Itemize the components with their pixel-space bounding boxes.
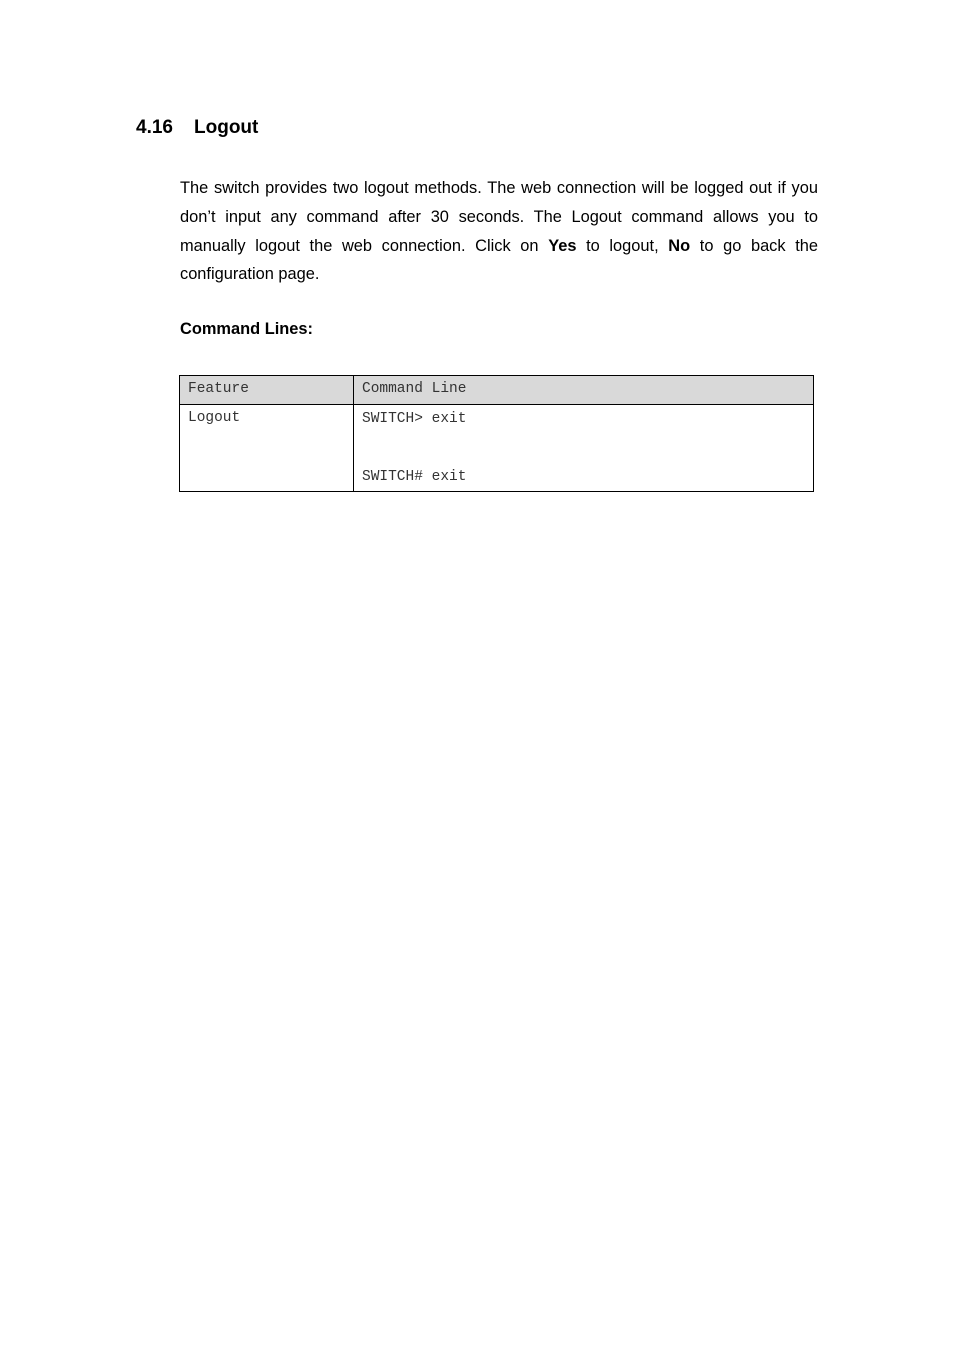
table-row — [180, 405, 814, 492]
command-table — [179, 375, 814, 492]
table-header-row — [180, 376, 814, 405]
section-heading — [136, 117, 258, 139]
yes-keyword: Yes — [548, 236, 577, 255]
header-command-line: Command Line — [354, 376, 814, 405]
command-spacer — [362, 429, 805, 468]
command-cell — [354, 405, 814, 492]
command-lines-heading: Command Lines: — [180, 320, 313, 338]
paragraph-text-3: to go back the configuration page. — [180, 236, 819, 284]
paragraph-text-1: The switch provides two logout methods. The web connection will be logged out if you don’t input any command after 30 seconds. The Logout command allows you to manually logout the web connection. Click on — [180, 179, 818, 255]
command-line-privileged: SWITCH# exit — [362, 469, 467, 485]
header-feature: Feature — [180, 376, 354, 405]
no-keyword: No — [668, 236, 691, 255]
feature-cell: Logout — [180, 405, 354, 492]
section-title: Logout — [194, 117, 259, 138]
paragraph-text-2: to logout, — [576, 236, 669, 255]
section-number: 4.16 — [136, 117, 173, 138]
command-line-user-exec: SWITCH> exit — [362, 411, 467, 427]
description-paragraph — [180, 174, 818, 289]
